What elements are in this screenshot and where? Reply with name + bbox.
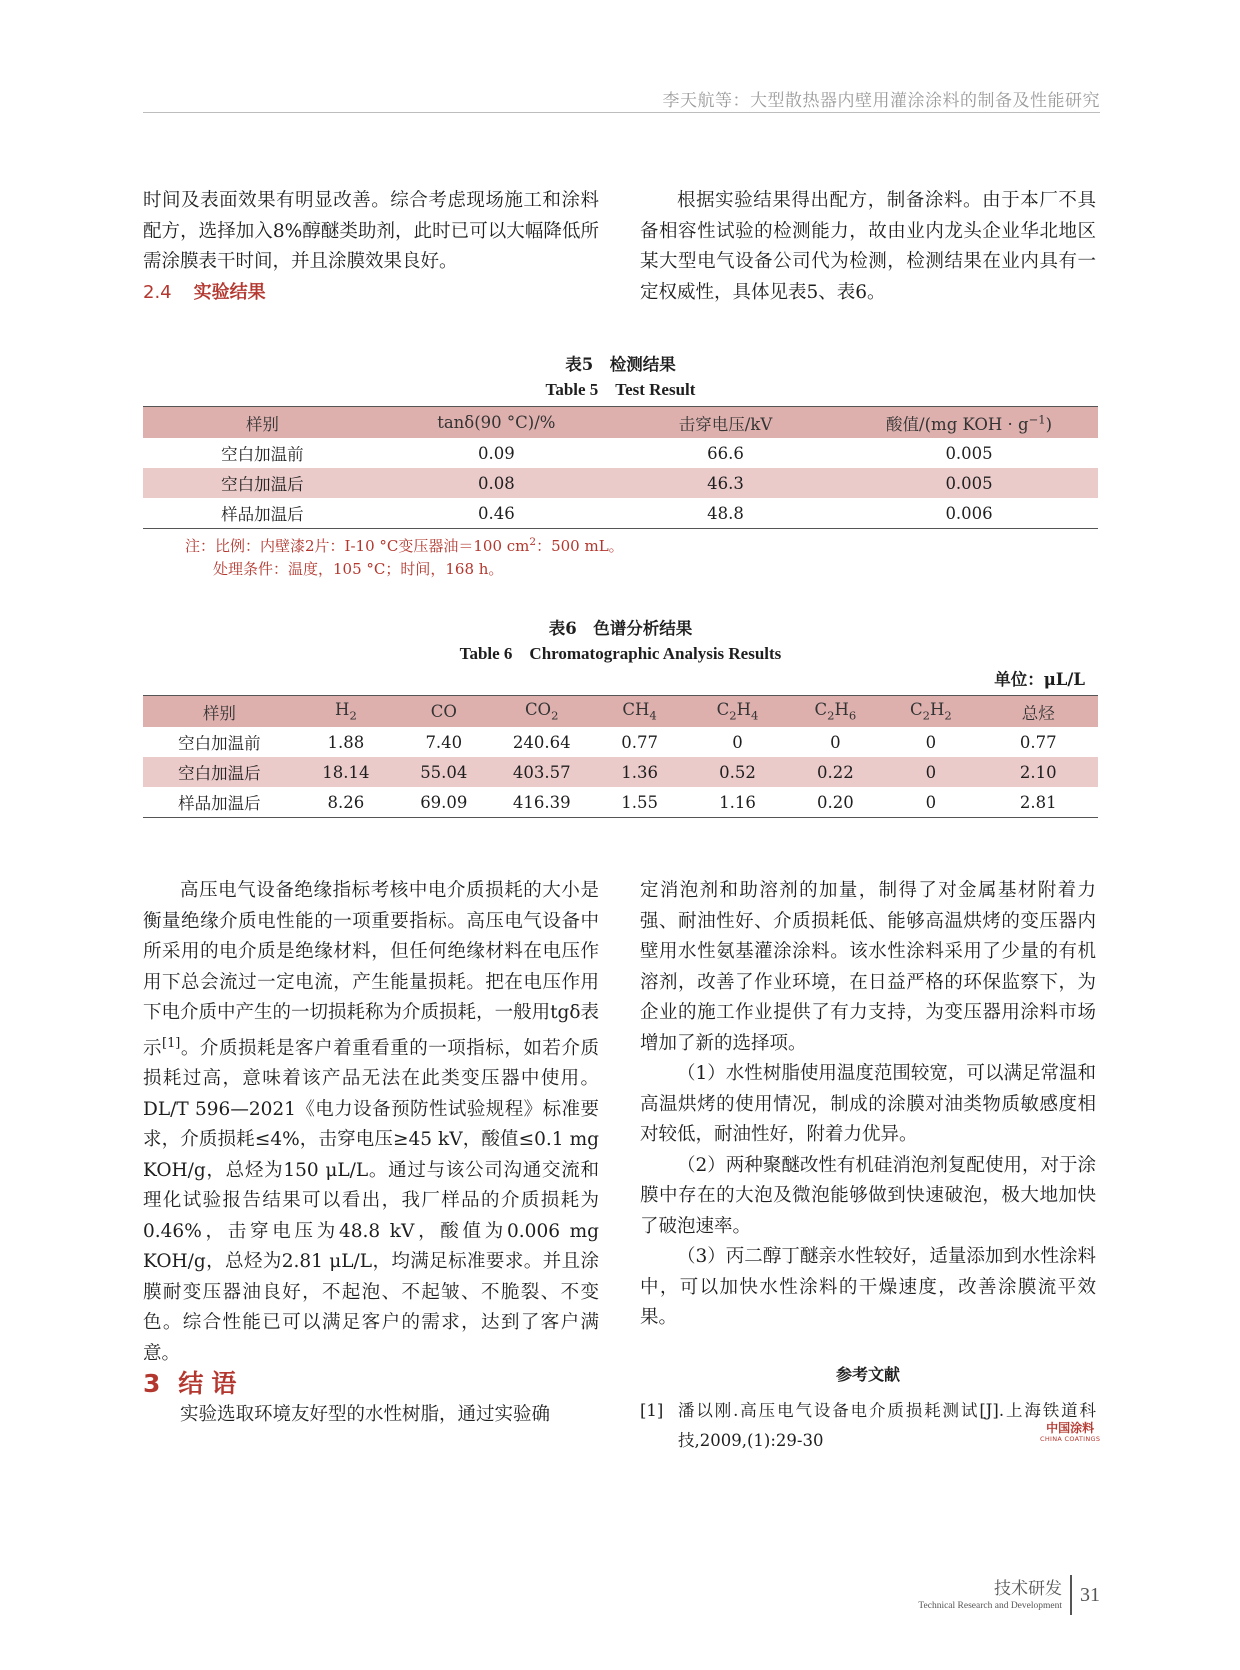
column-header: [296, 696, 396, 728]
column-header: [592, 696, 688, 728]
subscript: 2: [551, 708, 559, 723]
note-line: 处理条件：温度，105 °C；时间，168 h。: [213, 560, 504, 578]
table-cell: 0.005: [945, 443, 993, 463]
column-header: 样别: [143, 407, 382, 439]
table-cell: 1.88: [327, 732, 365, 752]
note-line: [185, 531, 624, 558]
page-number: 31: [1080, 1583, 1100, 1606]
table-cell: 48.8: [611, 498, 840, 529]
table-cell: 7.40: [425, 732, 463, 752]
table-cell: 66.6: [707, 443, 744, 463]
table-row: [143, 757, 1098, 787]
table-cell: 1.36: [592, 757, 688, 787]
subscript: 2: [922, 708, 930, 723]
table-cell: 1.55: [592, 787, 688, 818]
table-cell: 0.77: [621, 732, 658, 752]
table5-caption: [143, 352, 1098, 402]
citation: [1]: [162, 1035, 181, 1051]
table-cell: 416.39: [492, 787, 592, 818]
table-cell: 403.57: [492, 757, 592, 787]
table-cell: 240.64: [512, 732, 571, 752]
top-left-column: [143, 186, 599, 308]
table-cell: 空白加温前: [221, 445, 304, 464]
table-cell: 18.14: [296, 757, 396, 787]
footer-divider: [1070, 1575, 1072, 1615]
column-header-text: 酸值/(mg KOH · g: [886, 414, 1029, 434]
header-text: H: [335, 700, 350, 720]
paragraph-text: 。介质损耗是客户着重看重的一项指标，如若介质损耗过高，意味着该产品无法在此类变压器中使用。DL/T 596—2021《电力设备预防性试验规程》标准要求，介质损耗≤4%，击穿电压≥45 kV，酸值≤0.1 mg KOH/g，总烃为150 μL/L。通过与该公司沟通交流和理化试验报告结果可以看出，我厂样品的介质损耗为0.46%，击穿电压为48.8 kV，酸值为0.006 mg KOH/g，总烃为2.81 μL/L，均满足标准要求。并且涂膜耐变压器油良好，不起泡、不起皱、不脆裂、不变色。综合性能已可以满足客户的需求，达到了客户满意。: [143, 1037, 599, 1364]
column-header: [840, 407, 1098, 439]
table5-note: [185, 531, 624, 581]
table-header-row: [143, 696, 1098, 728]
table-cell: 2.81: [979, 787, 1098, 818]
section-heading-2-4: [143, 278, 599, 309]
footer-section-label: [918, 1578, 1062, 1612]
table-row: [143, 787, 1098, 818]
header-text: H: [834, 700, 849, 720]
table5: [143, 406, 1098, 529]
paragraph: 定消泡剂和助溶剂的加量，制得了对金属基材附着力强、耐油性好、介质损耗低、能够高温烘烤的变压器内壁用水性氨基灌涂涂料。该水性涂料采用了少量的有机溶剂，改善了作业环境，在日益严格的环保监察下，为企业的施工作业提供了有力支持，为变压器用涂料市场增加了新的选择项。: [640, 880, 1096, 1054]
column-header: 击穿电压/kV: [611, 407, 840, 439]
column-header: tanδ(90 °C)/%: [382, 407, 611, 439]
bottom-left-column: [143, 876, 599, 1430]
table6-caption-en: Table 6 Chromatographic Analysis Results: [459, 644, 782, 663]
column-header: CO: [396, 696, 492, 728]
header-text: H: [929, 700, 945, 720]
column-header: 总烃: [979, 696, 1098, 728]
table-cell: 0.77: [1019, 732, 1057, 752]
table6-unit: 单位：μL/L: [994, 670, 1085, 689]
table-header-row: [143, 407, 1098, 439]
table-row: [143, 498, 1098, 529]
header-text: CO: [524, 700, 552, 720]
table-cell: 样品加温后: [143, 498, 382, 529]
header-divider: [143, 112, 1100, 113]
superscript: 2: [529, 536, 537, 548]
table-cell: 样品加温后: [143, 787, 296, 818]
references-heading: 参考文献: [835, 1364, 900, 1384]
table-cell: 0.006: [840, 498, 1098, 529]
table-cell: 55.04: [396, 757, 492, 787]
bottom-right-column: [640, 876, 1096, 1456]
column-header-text: ): [1045, 414, 1053, 434]
logo-text-en: CHINA COATINGS: [1040, 1435, 1101, 1443]
header-text: C: [814, 700, 828, 720]
table-cell: 46.3: [611, 468, 840, 498]
table-cell: 空白加温前: [178, 734, 261, 753]
table6: [143, 695, 1098, 818]
top-right-column: [640, 186, 1096, 308]
subscript: 2: [349, 708, 357, 723]
subscript: 4: [649, 708, 657, 723]
subscript: 2: [827, 708, 835, 723]
paragraph: [143, 876, 599, 1369]
superscript: −1: [1028, 412, 1046, 426]
table-cell: 0.52: [687, 757, 787, 787]
subscript: 2: [944, 708, 952, 723]
paragraph: （2）两种聚醚改性有机硅消泡剂复配使用，对于涂膜中存在的大泡及微泡能够做到快速破泡，极大地加快了破泡速率。: [640, 1154, 1096, 1237]
reference-item: [640, 1396, 1096, 1456]
paragraph: （3）丙二醇丁醚亲水性较好，适量添加到水性涂料中，可以加快水性涂料的干燥速度，改善涂膜流平效果。: [640, 1246, 1096, 1328]
logo-text-cn: 中国涂料: [1046, 1421, 1095, 1435]
table-cell: 空白加温后: [143, 468, 382, 498]
table5-caption-en: Table 5 Test Result: [545, 380, 696, 399]
section-number: 3: [143, 1369, 169, 1399]
reference-index: [1]: [640, 1401, 664, 1420]
paragraph: （1）水性树脂使用温度范围较宽，可以满足常温和高温烘烤的使用情况，制成的涂膜对油类物质敏感度相对较低，耐油性好，附着力优异。: [640, 1063, 1096, 1145]
table-cell: 0: [732, 732, 743, 752]
table-cell: 空白加温后: [143, 757, 296, 787]
table-cell: 0.22: [788, 757, 884, 787]
section-title: 实验结果: [193, 281, 266, 303]
table-cell: 0.20: [788, 787, 884, 818]
footer-section-en: Technical Research and Development: [918, 1601, 1062, 1611]
running-header-title: 李天航等：大型散热器内壁用灌涂涂料的制备及性能研究: [662, 91, 1100, 111]
table-cell: 0.46: [382, 498, 611, 529]
page-footer: [918, 1575, 1100, 1615]
column-header: [687, 696, 787, 728]
note-text: 注：比例：内壁漆2片：I-10 °C变压器油＝100 cm: [185, 537, 530, 555]
table-cell: 69.09: [396, 787, 492, 818]
paragraph: 实验选取环境友好型的水性树脂，通过实验确: [180, 1403, 551, 1425]
paragraph: 根据实验结果得出配方，制备涂料。由于本厂不具备相容性试验的检测能力，故由业内龙头企业华北地区某大型电气设备公司代为检测，检测结果在业内具有一定权威性，具体见表5、表6。: [640, 190, 1096, 303]
section-title: 结语: [178, 1369, 245, 1399]
table-cell: 1.16: [687, 787, 787, 818]
table-cell: 0.08: [382, 468, 611, 498]
table-row: [143, 727, 1098, 757]
subscript: 6: [848, 708, 857, 723]
section-number: 2.4: [143, 281, 172, 303]
note-text: ：500 mL。: [536, 537, 624, 555]
subscript: 2: [729, 708, 737, 723]
table-cell: 0: [883, 787, 979, 818]
table-cell: 0: [925, 732, 937, 752]
china-coatings-logo: [1040, 1422, 1100, 1443]
table6-caption: [143, 616, 1098, 666]
table-cell: 8.26: [296, 787, 396, 818]
header-text: C: [716, 700, 730, 720]
table-row: [143, 438, 1098, 468]
section-heading-3: [143, 1369, 599, 1400]
column-header: [492, 696, 592, 728]
table-cell: 2.10: [979, 757, 1098, 787]
column-header: 样别: [143, 696, 296, 728]
table-cell: 0: [830, 732, 841, 752]
header-text: H: [736, 700, 751, 720]
paragraph-text: 高压电气设备绝缘指标考核中电介质损耗的大小是衡量绝缘介质电性能的一项重要指标。高压电气设备中所采用的电介质是绝缘材料，但任何绝缘材料在电压作用下总会流过一定电流，产生能量损耗。把在电压作用下电介质中产生的一切损耗称为介质损耗，一般用tgδ表示: [143, 880, 599, 1059]
header-text: C: [909, 700, 923, 720]
table-cell: 0.005: [840, 468, 1098, 498]
subscript: 4: [750, 708, 759, 723]
table-cell: 0.09: [477, 443, 515, 463]
header-text: CH: [622, 700, 650, 720]
paragraph: 时间及表面效果有明显改善。综合考虑现场施工和涂料配方，选择加入8%醇醚类助剂，此时已可以大幅降低所需涂膜表干时间，并且涂膜效果良好。: [143, 190, 599, 272]
table6-caption-cn: 表6 色谱分析结果: [548, 619, 693, 638]
footer-section-cn: 技术研发: [994, 1579, 1062, 1599]
column-header: [788, 696, 884, 728]
table-cell: 0: [883, 757, 979, 787]
reference-text: 潘以刚.高压电气设备电介质损耗测试[J].上海铁道科技,2009,(1):29-30: [678, 1401, 1096, 1450]
column-header: [883, 696, 979, 728]
table5-caption-cn: 表5 检测结果: [565, 355, 676, 374]
table-row: [143, 468, 1098, 498]
